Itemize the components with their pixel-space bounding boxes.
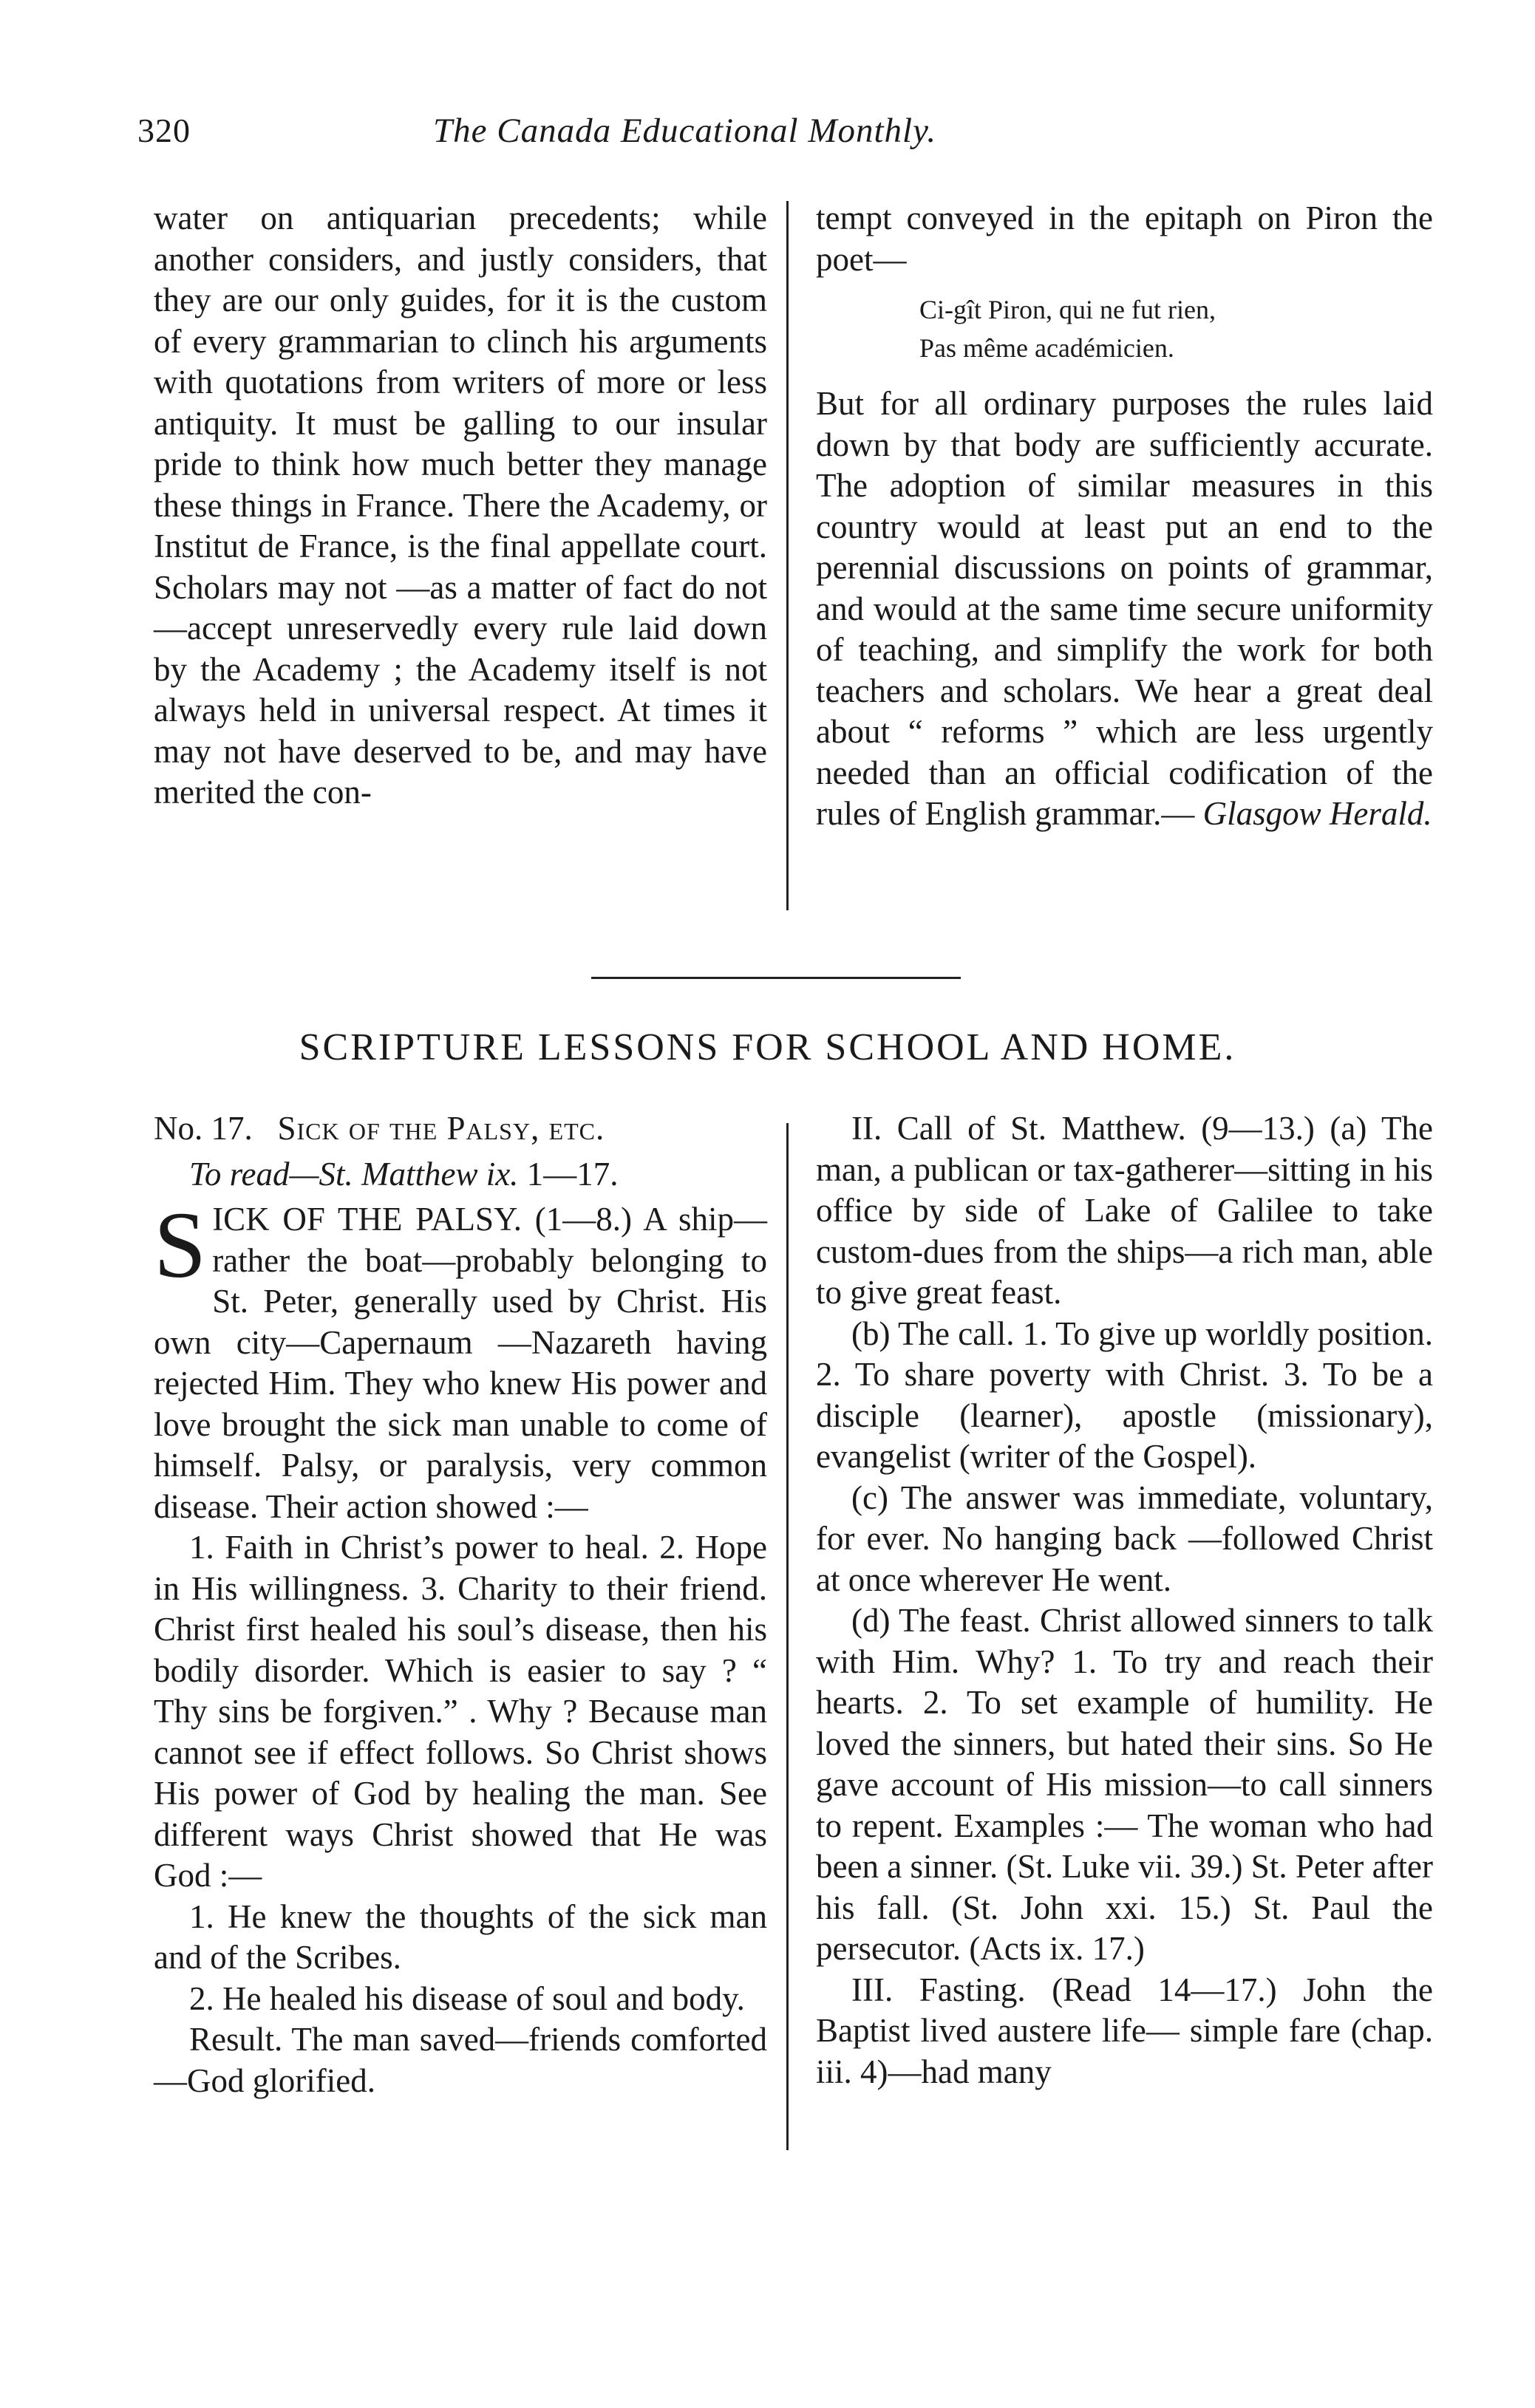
lesson-paragraph: (c) The answer was immediate, voluntary, for ever. No hanging back —followed Christ at once wherever He went. <box>816 1478 1433 1598</box>
reading-reference <box>154 1154 767 1196</box>
article-source: Glasgow Herald. <box>1202 795 1432 832</box>
paragraph-body: (1—8.) A ship—rather the boat—probably belonging to St. Peter, generally used by Christ. His own city—Capernaum —Nazareth having rejected Him. They who knew His power and love brought the sick man unable to come of himself. Palsy, or paralysis, very common disease. Their action showed :— <box>154 1201 767 1525</box>
article-body: But for all ordinary purposes the rules laid down by that body are sufficiently accurate. The adoption of similar measures in this country would at least put an end to the perennial discussions on points of grammar, and would at the same time secure uniformity of teaching, and simplify the work for both teachers and scholars. We hear a great deal about “ reforms ” which are less urgently needed than an official codification of the rules of English grammar.— <box>816 385 1433 832</box>
lesson-paragraph: 2. He healed his disease of soul and body. <box>189 1979 745 2017</box>
page-header <box>137 111 1446 163</box>
reading-label: To read—St. Matthew ix. <box>189 1155 519 1193</box>
lesson-paragraph: 1. He knew the thoughts of the sick man and of the Scribes. <box>154 1897 767 1976</box>
reading-verses: 1—17. <box>526 1155 619 1193</box>
lesson-column-right <box>816 1108 1433 2092</box>
article-column-left <box>154 198 767 814</box>
lesson-paragraph: Result. The man saved—friends comforted—God glorified. <box>154 2021 767 2099</box>
lesson-column-left <box>154 1108 767 2101</box>
article-column-right <box>816 198 1433 835</box>
section-title: SCRIPTURE LESSONS FOR SCHOOL AND HOME. <box>299 1026 1236 1068</box>
article-paragraph <box>816 383 1433 835</box>
lesson-paragraph: III. Fasting. (Read 14—17.) John the Baptist lived austere life— simple fare (chap. iii. 4)—had many <box>816 1971 1433 2090</box>
drop-cap: S <box>154 1193 207 1297</box>
article-paragraph: water on antiquarian precedents; while another considers, and justly considers, that they are our only guides, for it is the custom of every grammarian to clinch his arguments with quotations from writers of more or less antiquity. It must be galling to our insular pride to think how much better they manage these things in France. There the Academy, or Institut de France, is the final appellate court. Scholars may not —as a matter of fact do not—accept unreservedly every rule laid down by the Academy ; the Academy itself is not always held in universal respect. At times it may not have deserved to be, and may have merited the con- <box>154 199 767 811</box>
lesson-paragraph: II. Call of St. Matthew. (9—13.) (a) The man, a publican or tax-gatherer—sitting in his office by side of Lake of Galilee to take custom-dues from the ships—a rich man, able to give great feast. <box>816 1110 1433 1311</box>
column-divider <box>786 201 789 910</box>
article-paragraph: tempt conveyed in the epitaph on Piron the poet— <box>816 199 1433 278</box>
lesson-number: No. 17. <box>154 1110 253 1147</box>
section-separator <box>591 977 961 979</box>
page-number: 320 <box>137 112 191 149</box>
paragraph-lead: ICK OF THE PALSY. <box>212 1201 522 1238</box>
lesson-heading <box>154 1108 767 1150</box>
epitaph-line: Ci-gît Piron, qui ne fut rien, <box>919 295 1216 324</box>
lesson-paragraph <box>154 1193 767 1527</box>
epitaph <box>919 290 1433 367</box>
lesson-paragraph: (b) The call. 1. To give up worldly position. 2. To share poverty with Christ. 3. To be a disciple (learner), apostle (missionary), evangelist (writer of the Gospel). <box>816 1314 1433 1475</box>
column-divider <box>786 1123 789 2150</box>
lesson-paragraph: 1. Faith in Christ’s power to heal. 2. Hope in His willingness. 3. Charity to their friend. Christ first healed his soul’s disease, then his bodily disorder. Which is easier to say ? “ Thy sins be forgiven.” . Why ? Because man cannot see if effect follows. So Christ shows His power of God by healing the man. See different ways Christ showed that He was God :— <box>154 1529 767 1894</box>
lesson-paragraph: (d) The feast. Christ allowed sinners to talk with Him. Why? 1. To try and reach their hearts. 2. To set example of humility. He loved the sinners, but hated their sins. So He gave account of His mission—to call sinners to repent. Examples :— The woman who had been a sinner. (St. Luke vii. 39.) St. Peter after his fall. (St. John xxi. 15.) St. Paul the persecutor. (Acts ix. 17.) <box>816 1602 1433 1967</box>
epitaph-line: Pas même académicien. <box>919 333 1174 363</box>
lesson-title: Sick of the Palsy, etc. <box>277 1110 605 1147</box>
running-title: The Canada Educational Monthly. <box>433 112 937 150</box>
